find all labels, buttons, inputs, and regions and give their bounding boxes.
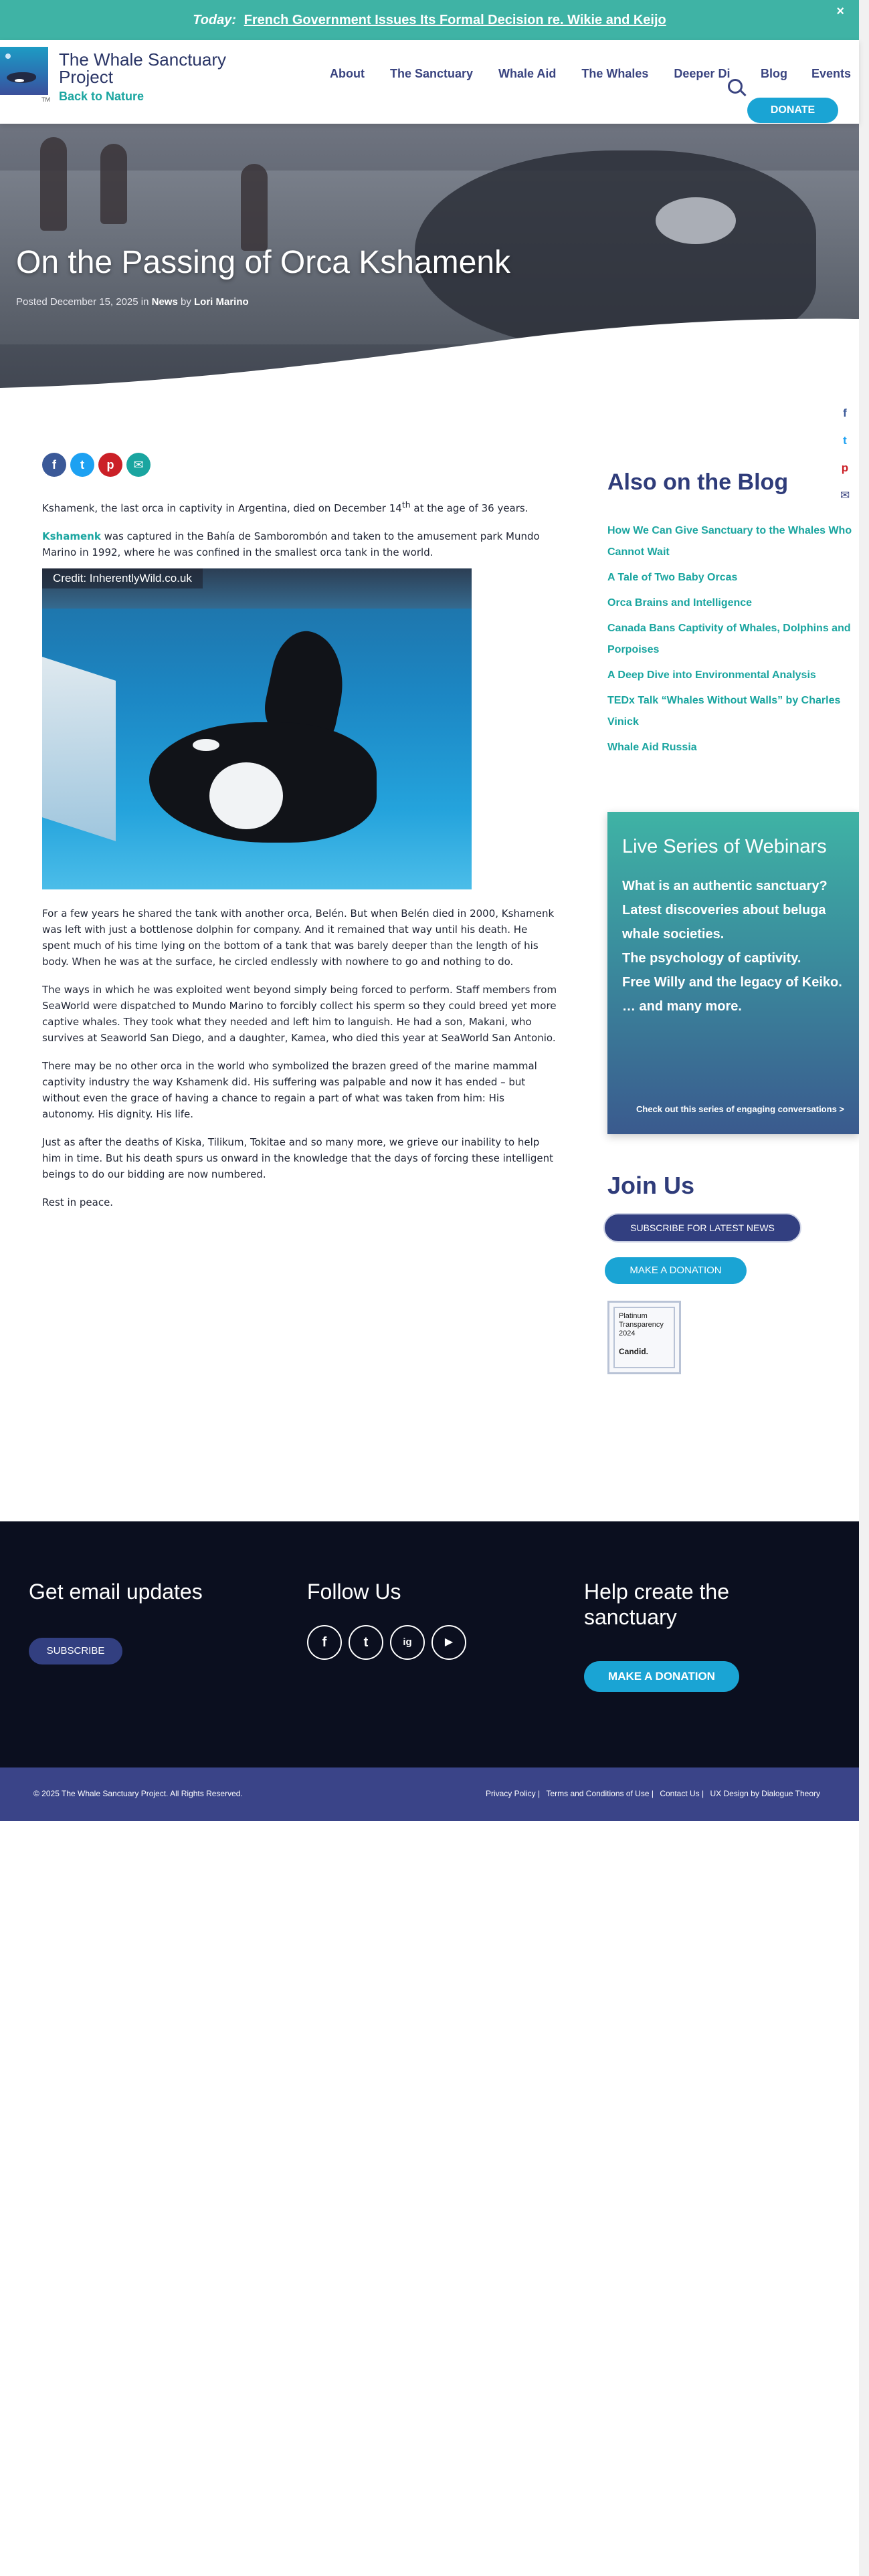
nav-item-whale-aid[interactable]: Whale Aid [498,67,557,80]
post-meta [16,296,249,308]
related-post-link[interactable]: A Tale of Two Baby Orcas [607,572,738,583]
post-author-link[interactable]: Lori Marino [194,296,249,308]
bottom-bar [0,1767,859,1821]
webinar-topics [622,874,844,1018]
kshamenk-link[interactable]: Kshamenk [42,530,101,542]
make-donation-button[interactable]: MAKE A DONATION [605,1257,747,1284]
scrollbar[interactable] [859,0,869,2576]
article-image [42,568,472,889]
search-icon[interactable] [728,79,743,94]
article-paragraph: There may be no other orca in the world who symbolized the brazen greed of the marine mammal captivity industry the way Kshamenk did. His suffering was palpable and now it has ended – but without even the grace of having a chance to regain a part of what was taken from him: His autonomy. His dignity. His life. [42,1060,537,1120]
webinar-title: Live Series of Webinars [622,836,827,857]
email-icon[interactable]: ✉ [840,489,850,502]
footer-help-title: Help create the sanctuary [584,1580,730,1629]
article-paragraph: Rest in peace. [42,1196,114,1208]
logo-trademark: TM [41,96,50,103]
close-icon[interactable]: × [836,4,844,19]
article-paragraph: Just as after the deaths of Kiska, Tilikum, Tokitae and so many more, we grieve our inability to help him in time. But his death spurs us onward in the knowledge that the days of forcing these intelligent beings to do our bidding are now numbered. [42,1136,554,1180]
nav-item-whales[interactable]: The Whales [581,67,649,80]
related-post-link[interactable]: How We Can Give Sanctuary to the Whales Who Cannot Wait [607,525,852,558]
site-footer [0,1521,859,1767]
article-paragraph: The ways in which he was exploited went beyond simply being forced to perform. Staff members from SeaWorld were dispatched to Mundo Marino to forcibly collect his sperm so they could breed yet more captive whales. They took what they needed and left him to languish. He had a son, Makani, who survives at Seaworld San Diego, and a daughter, Kamea, who died this year at SeaWorld San Antonio. [42,984,557,1044]
webinar-cta-link[interactable]: Check out this series of engaging conversations > [636,1104,844,1114]
nav-item-events[interactable]: Events [811,67,852,80]
design-credit-link[interactable]: UX Design by Dialogue Theory [710,1789,820,1798]
facebook-icon[interactable]: f [307,1625,342,1660]
related-post-link[interactable]: A Deep Dive into Environmental Analysis [607,669,816,681]
webinar-topic: … and many more. [622,999,742,1014]
webinar-topic: The psychology of captivity. [622,951,801,966]
share-row [42,453,155,477]
webinar-topic: What is an authentic sanctuary? [622,879,828,893]
nav-right [761,67,869,81]
nav-item-about[interactable]: About [330,67,365,80]
instagram-icon[interactable]: ig [390,1625,425,1660]
social-links [307,1625,473,1660]
candid-transparency-badge[interactable]: Platinum Transparency 2024 Candid. [607,1301,681,1374]
article-body [42,497,557,1222]
site-title[interactable]: The Whale Sanctuary Project [59,49,227,87]
image-credit: Credit: InherentlyWild.co.uk [42,568,203,588]
subscribe-news-button[interactable]: SUBSCRIBE FOR LATEST NEWS [605,1214,800,1241]
related-posts-title: Also on the Blog [607,469,789,495]
twitter-share-icon[interactable]: t [70,453,94,477]
twitter-icon[interactable]: t [843,434,847,447]
floating-share-bar [838,407,853,516]
related-post-link[interactable]: Canada Bans Captivity of Whales, Dolphins and Porpoises [607,623,851,655]
site-tagline: Back to Nature [59,90,144,103]
email-share-icon[interactable]: ✉ [126,453,151,477]
related-posts-list [607,520,862,762]
facebook-share-icon[interactable]: f [42,453,66,477]
announcement-link[interactable]: French Government Issues Its Formal Decision re. Wikie and Keijo [244,13,666,27]
nav-item-sanctuary[interactable]: The Sanctuary [389,67,474,80]
join-us-title: Join Us [607,1172,695,1199]
terms-link[interactable]: Terms and Conditions of Use | [546,1789,654,1798]
footer-follow-title: Follow Us [307,1580,401,1604]
post-by: by [177,296,194,308]
youtube-icon[interactable]: ▶ [431,1625,466,1660]
article-paragraph: Kshamenk, the last orca in captivity in Argentina, died on December 14th at the age of 36 years. [42,500,528,514]
copyright: © 2025 The Whale Sanctuary Project. All Rights Reserved. [33,1789,243,1798]
announcement-today-label: Today: [193,13,237,27]
related-post-link[interactable]: TEDx Talk “Whales Without Walls” by Charles Vinick [607,695,841,728]
footer-donate-button[interactable]: MAKE A DONATION [584,1661,739,1692]
site-header [0,40,859,124]
page-title: On the Passing of Orca Kshamenk [16,245,511,280]
pinterest-icon[interactable]: p [841,461,849,474]
pinterest-share-icon[interactable]: p [98,453,122,477]
article-paragraph: For a few years he shared the tank with another orca, Belén. But when Belén died in 2000, Kshamenk was left with just a bottlenose dolphin for company. And it remained that way until his death. He spent much of his time lying on the bottom of a tank that was barely deeper than the length of his body. When he was at the surface, he circled endlessly with nowhere to go and nothing to do. [42,907,555,968]
post-date: Posted December 15, 2025 in [16,296,152,308]
footer-subscribe-button[interactable]: SUBSCRIBE [29,1638,122,1665]
logo-icon[interactable] [0,47,48,95]
footer-links [482,1789,820,1798]
post-category-link[interactable]: News [151,296,178,308]
nav-item-blog[interactable]: Blog [761,67,787,80]
article-paragraph: Kshamenk was captured in the Bahía de Samborombón and taken to the amusement park Mundo Marino in 1992, where he was confined in the smallest orca tank in the world. [42,530,540,558]
webinar-topic: Latest discoveries about beluga whale societies. [622,903,826,942]
contact-link[interactable]: Contact Us | [660,1789,704,1798]
announcement-bar [0,0,859,40]
main-nav [330,67,733,81]
privacy-policy-link[interactable]: Privacy Policy | [485,1789,541,1798]
related-post-link[interactable]: Whale Aid Russia [607,742,697,753]
related-post-link[interactable]: Orca Brains and Intelligence [607,597,753,609]
donate-button[interactable]: DONATE [747,98,838,123]
webinar-topic: Free Willy and the legacy of Keiko. [622,975,842,990]
nav-item-deeper-dive[interactable]: Deeper Di [674,67,731,80]
webinar-card[interactable] [607,812,859,1134]
footer-email-title: Get email updates [29,1580,203,1604]
facebook-icon[interactable]: f [843,407,847,419]
twitter-icon[interactable]: t [349,1625,383,1660]
